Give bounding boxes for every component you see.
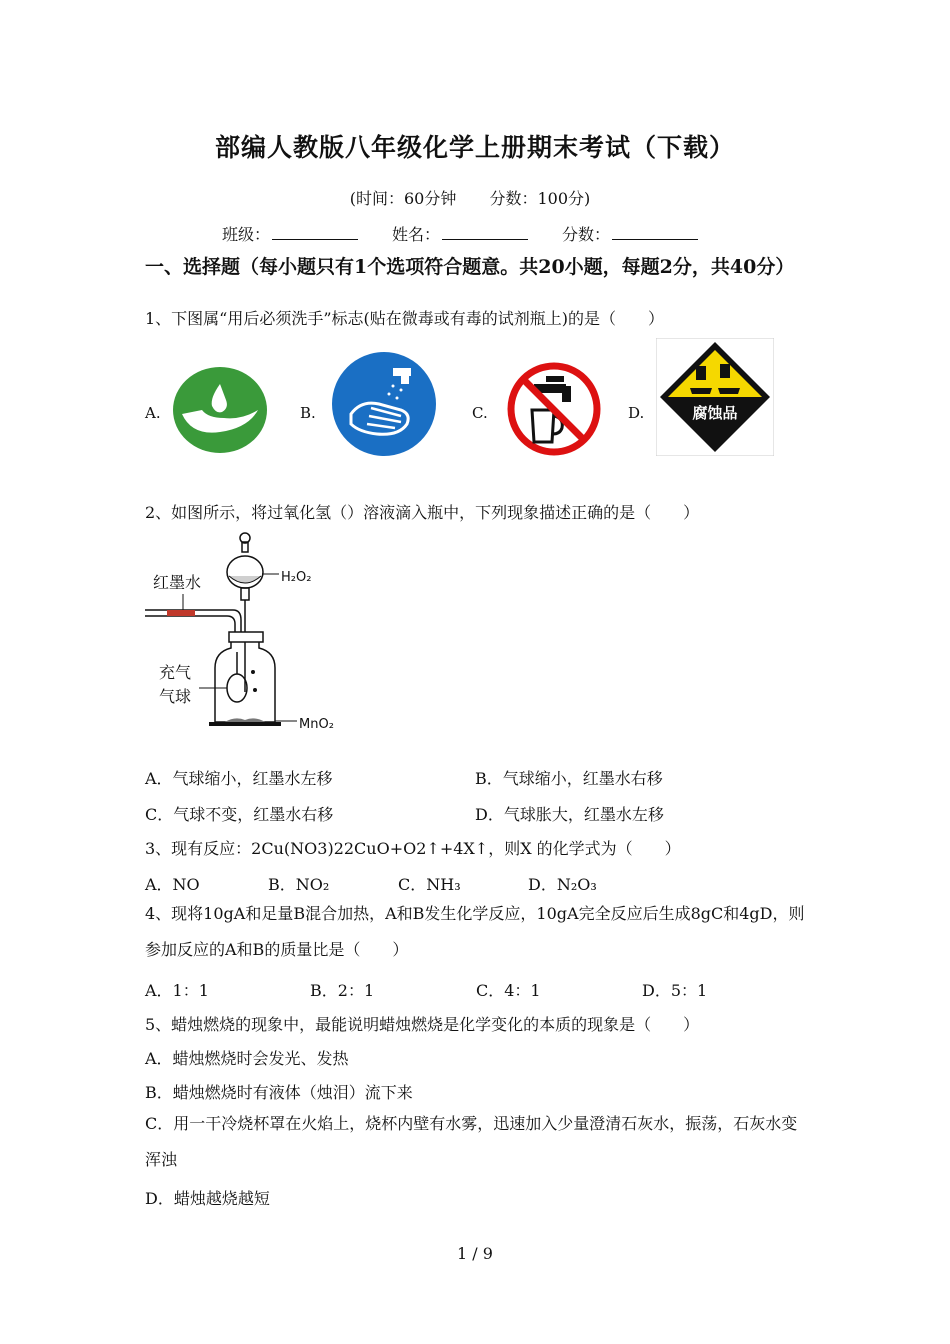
h2o2-label: H₂O₂ bbox=[281, 570, 312, 585]
q1-option-c-label[interactable]: C. bbox=[472, 404, 488, 422]
corrosive-label: 腐蚀品 bbox=[692, 404, 738, 422]
q2-option-c[interactable]: C．气球不变，红墨水右移 bbox=[145, 805, 334, 824]
q4-option-c[interactable]: C．4：1 bbox=[476, 981, 541, 1000]
q1-option-b-label[interactable]: B. bbox=[300, 404, 316, 422]
q4-option-d[interactable]: D．5：1 bbox=[642, 981, 708, 1000]
q3-option-d[interactable]: D．N₂O₃ bbox=[528, 875, 597, 894]
section-heading: 一、选择题（每小题只有1个选项符合题意。共20小题，每题2分，共40分） bbox=[145, 256, 795, 278]
q2-option-b[interactable]: B．气球缩小，红墨水右移 bbox=[475, 769, 663, 788]
balloon-label-1: 充气 bbox=[159, 663, 192, 682]
q3-option-b[interactable]: B．NO₂ bbox=[268, 875, 330, 894]
q1-sign-c bbox=[506, 362, 602, 460]
exam-meta bbox=[0, 186, 940, 209]
exam-total-score: 分数：100分) bbox=[489, 189, 591, 208]
mno2-label: MnO₂ bbox=[299, 717, 334, 732]
q1-sign-a bbox=[172, 366, 268, 458]
class-field[interactable]: 班级： bbox=[222, 222, 358, 245]
q3-option-c[interactable]: C．NH₃ bbox=[398, 875, 461, 894]
page-number: 1 / 9 bbox=[457, 1244, 493, 1263]
student-info bbox=[222, 222, 698, 245]
q1-stem: 1、下图属“用后必须洗手”标志(贴在微毒或有毒的试剂瓶上)的是（ ） bbox=[145, 309, 665, 328]
q2-stem: 2、如图所示，将过氧化氢（）溶液滴入瓶中，下列现象描述正确的是（ ） bbox=[145, 503, 700, 522]
q2-option-a[interactable]: A．气球缩小，红墨水左移 bbox=[145, 769, 333, 788]
q1-sign-b bbox=[331, 352, 437, 460]
q2-apparatus-diagram bbox=[145, 532, 355, 744]
exam-time: (时间：60分钟 bbox=[349, 189, 457, 208]
q5-option-a[interactable]: A．蜡烛燃烧时会发光、发热 bbox=[145, 1049, 349, 1068]
q1-option-a-label[interactable]: A. bbox=[145, 404, 161, 422]
ink-label: 红墨水 bbox=[153, 573, 202, 592]
q2-option-d[interactable]: D．气球胀大，红墨水左移 bbox=[475, 805, 664, 824]
q5-stem: 5、蜡烛燃烧的现象中，最能说明蜡烛燃烧是化学变化的本质的现象是（ ） bbox=[145, 1015, 700, 1034]
balloon-label-2: 气球 bbox=[159, 687, 192, 706]
q4-stem: 4、现将10gA和足量B混合加热，A和B发生化学反应，10gA完全反应后生成8gC和4gD，则参加反应的A和B的质量比是（ ） bbox=[145, 904, 805, 959]
q4-option-a[interactable]: A．1：1 bbox=[145, 981, 209, 1000]
q5-option-d[interactable]: D．蜡烛越烧越短 bbox=[145, 1189, 270, 1208]
name-field[interactable]: 姓名： bbox=[392, 222, 528, 245]
q4-option-b[interactable]: B．2：1 bbox=[310, 981, 375, 1000]
q5-option-b[interactable]: B．蜡烛燃烧时有液体（烛泪）流下来 bbox=[145, 1083, 413, 1102]
page-title: 部编人教版八年级化学上册期末考试（下载） bbox=[214, 133, 735, 162]
q3-option-a[interactable]: A．NO bbox=[145, 875, 200, 894]
q1-sign-d bbox=[656, 338, 774, 460]
q5-option-c[interactable]: C．用一干冷烧杯罩在火焰上，烧杯内壁有水雾，迅速加入少量澄清石灰水，振荡，石灰水变浑浊 bbox=[145, 1114, 798, 1169]
q1-option-d-label[interactable]: D. bbox=[628, 404, 645, 422]
score-field[interactable]: 分数： bbox=[562, 222, 698, 245]
q3-stem: 3、现有反应：2Cu(NO3)22CuO+O2↑+4X↑，则X 的化学式为（ ） bbox=[145, 839, 681, 858]
